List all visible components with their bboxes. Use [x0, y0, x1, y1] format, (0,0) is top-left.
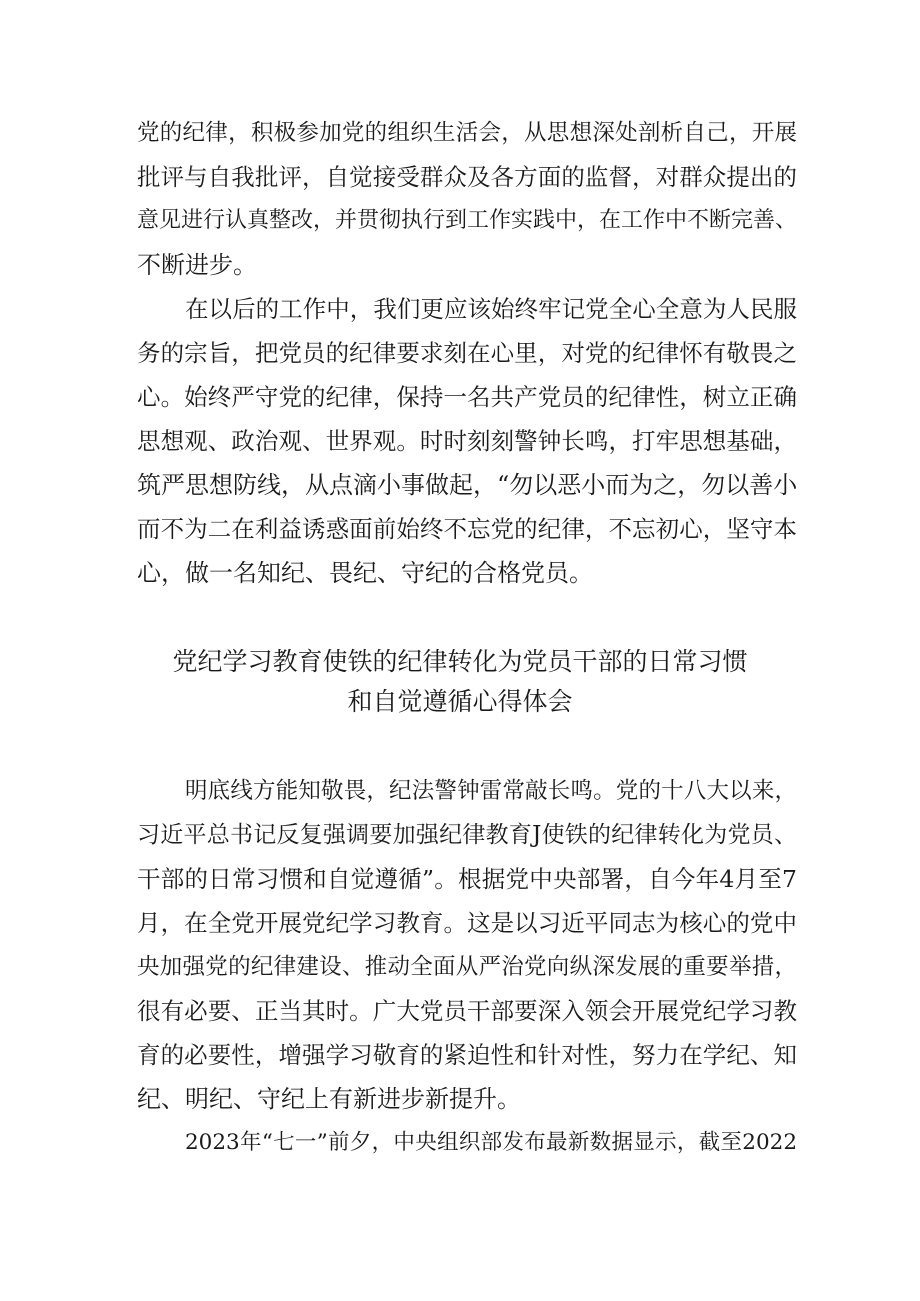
text-line: 筑严思想防线，从点滴小事做起，“勿以恶小而为之，勿以善小	[137, 471, 798, 499]
heading-line: 和自觉遵循心得体会	[347, 687, 573, 716]
text-line: 而不为二在利益诱惑面前始终不忘党的纪律，不忘初心，坚守本	[137, 515, 797, 543]
text-line: 心，做一名知纪、畏纪、守纪的合格党员。	[137, 559, 593, 587]
text-line: 干部的日常习惯和自觉遵循”。根据党中央部署，自今年4月至7	[137, 865, 797, 893]
text-line: 月，在全党开展党纪学习教育。这是以习近平同志为核心的党中	[137, 909, 797, 937]
text-line: 2023年“七一”前夕，中央组织部发布最新数据显示，截至2022	[185, 1130, 797, 1155]
text-line: 党的纪律，积极参加党的组织生活会，从思想深处剖析自己，开展	[137, 120, 797, 146]
text-line: 明底线方能知敬畏，纪法警钟雷常敲长鸣。党的十八大以来，	[185, 778, 797, 804]
text-line: 在以后的工作中，我们更应该始终牢记党全心全意为人民服	[185, 295, 797, 323]
text-line: 心。始终严守党的纪律，保持一名共产党员的纪律性，树立正确	[137, 383, 797, 411]
text-line: 很有必要、正当其时。广大党员干部要深入领会开展党纪学习教	[137, 997, 797, 1025]
text-line: 批评与自我批评，自觉接受群众及各方面的监督，对群众提出的	[137, 163, 797, 191]
text-line: 意见进行认真整改，并贯彻执行到工作实践中，在工作中不断完善、	[137, 208, 798, 233]
text-line: 思想观、政治观、世界观。时时刻刻警钟长鸣，打牢思想基础，	[137, 427, 797, 455]
text-line: 纪、明纪、守纪上有新进步新提升。	[137, 1085, 521, 1113]
text-line: 育的必要性，增强学习敬育的紧迫性和针对性，努力在学纪、知	[137, 1041, 797, 1069]
text-line: 务的宗旨，把党员的纪律要求刻在心里，对党的纪律怀有敬畏之	[137, 339, 797, 367]
text-line: 习近平总书记反复强调要加强纪律教育J使铁的纪律转化为党员、	[137, 822, 797, 848]
text-line: 不断进步。	[137, 251, 257, 279]
heading-line: 党纪学习教育使铁的纪律转化为党员干部的日常习惯	[172, 647, 748, 676]
text-line: 央加强党的纪律建设、推动全面从严治党向纵深发展的重要举措，	[137, 954, 797, 980]
